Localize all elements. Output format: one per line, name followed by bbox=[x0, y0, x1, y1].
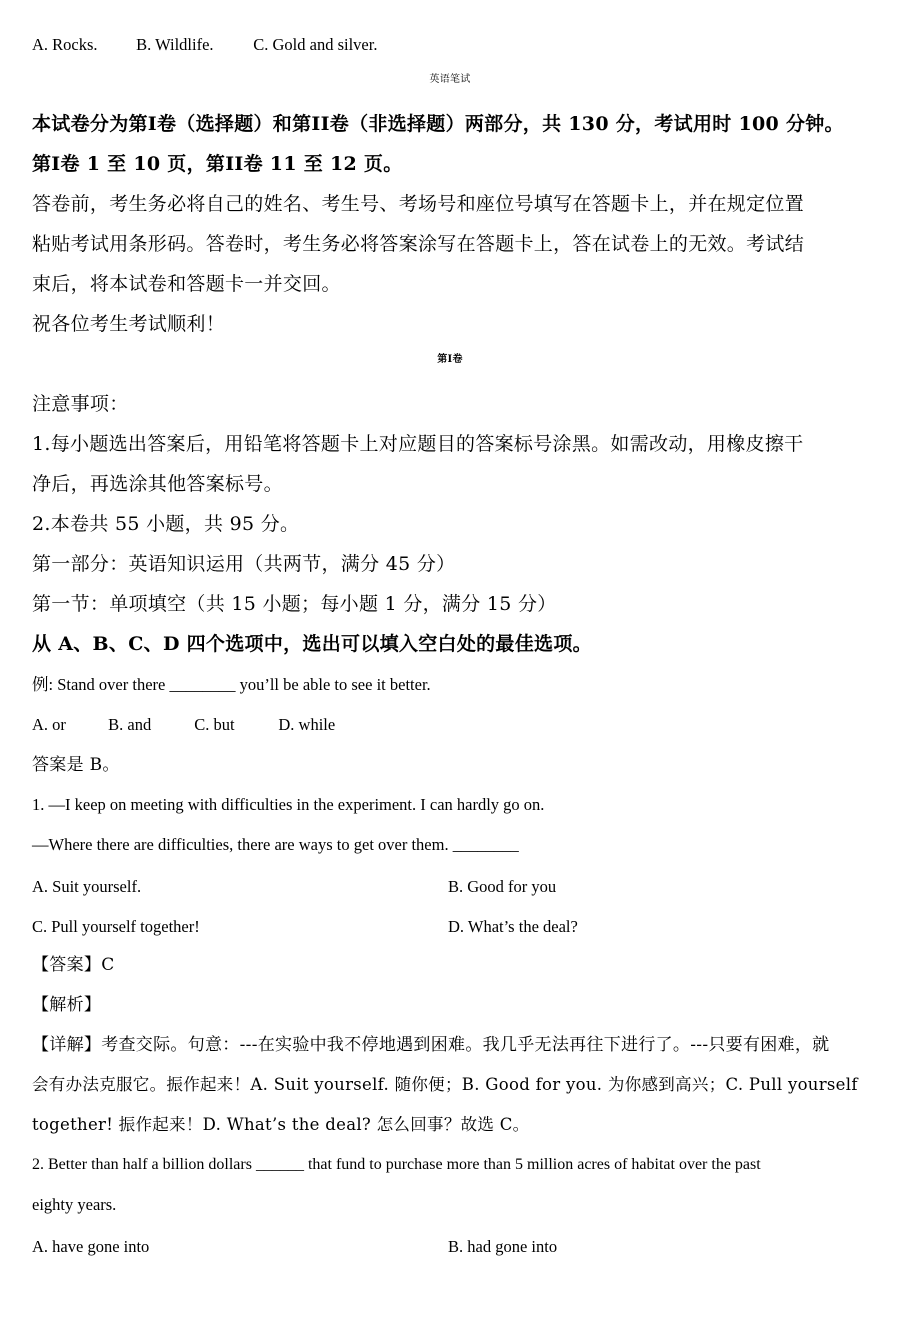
example-option-b: B. and bbox=[108, 715, 152, 734]
q2-stem-line-1: 2. Better than half a billion dollars ______ that fund to purchase more than 5 million acres of habitat over the past bbox=[32, 1156, 761, 1173]
intro-line-5: 束后，将本试卷和答题卡一并交回。 bbox=[32, 273, 341, 295]
q2-option-b: B. had gone into bbox=[448, 1237, 558, 1256]
intro-line-2: 第I卷 1 至 10 页，第II卷 11 至 12 页。 bbox=[32, 153, 403, 175]
example-answer: 答案是 B。 bbox=[32, 755, 120, 775]
instruction: 从 A、B、C、D 四个选项中，选出可以填入空白处的最佳选项。 bbox=[32, 633, 592, 655]
q1-option-a: A. Suit yourself. bbox=[32, 877, 142, 896]
q1-stem-line-2: —Where there are difficulties, there are ways to get over them. ________ bbox=[32, 835, 519, 854]
q2-option-a: A. have gone into bbox=[32, 1237, 150, 1256]
example-option-c: C. but bbox=[194, 715, 235, 734]
q1-detail-line-1: 【详解】考查交际。句意：---在实验中我不停地遇到困难。我几乎无法再往下进行了。---只要有困难，就 bbox=[32, 1035, 830, 1055]
intro-line-3: 答卷前，考生务必将自己的姓名、考生号、考场号和座位号填写在答题卡上，并在规定位置 bbox=[32, 193, 805, 215]
q1-stem-line-1: 1. —I keep on meeting with difficulties in the experiment. I can hardly go on. bbox=[32, 795, 545, 814]
q1-option-b: B. Good for you bbox=[448, 877, 557, 896]
note-item-2: 2.本卷共 55 小题，共 95 分。 bbox=[32, 513, 300, 535]
prev-option-a: A. Rocks. bbox=[32, 35, 98, 54]
q1-option-d: D. What’s the deal? bbox=[448, 917, 578, 936]
intro-line-6: 祝各位考生考试顺利！ bbox=[32, 313, 226, 335]
notes-heading: 注意事项： bbox=[32, 393, 129, 415]
q1-detail-line-2: 会有办法克服它。振作起来！A. Suit yourself. 随你便；B. Good for you. 为你感到高兴；C. Pull yourself bbox=[32, 1075, 858, 1094]
example-options-row bbox=[32, 717, 870, 734]
volume-title: 第I卷 bbox=[437, 354, 463, 365]
q1-answer: 【答案】C bbox=[32, 955, 115, 975]
prev-options-row bbox=[32, 37, 870, 54]
prev-option-b: B. Wildlife. bbox=[136, 35, 214, 54]
q1-detail-line-3: together! 振作起来！D. What’s the deal? 怎么回事？故选 C。 bbox=[32, 1115, 530, 1134]
example-option-a: A. or bbox=[32, 715, 66, 734]
part-1-heading: 第一部分：英语知识运用（共两节，满分 45 分） bbox=[32, 553, 456, 575]
note-item-1-line-2: 净后，再选涂其他答案标号。 bbox=[32, 473, 283, 495]
intro-line-4: 粘贴考试用条形码。答卷时，考生务必将答案涂写在答题卡上，答在试卷上的无效。考试结 bbox=[32, 233, 805, 255]
q1-option-c: C. Pull yourself together! bbox=[32, 917, 200, 936]
intro-line-1: 本试卷分为第I卷（选择题）和第II卷（非选择题）两部分，共 130 分，考试用时 100 分钟。 bbox=[32, 113, 844, 135]
section-title: 英语笔试 bbox=[429, 74, 471, 85]
section-1-heading: 第一节：单项填空（共 15 小题；每小题 1 分，满分 15 分） bbox=[32, 593, 557, 615]
note-item-1-line-1: 1.每小题选出答案后，用铅笔将答题卡上对应题目的答案标号涂黑。如需改动，用橡皮擦干 bbox=[32, 433, 804, 455]
example-option-d: D. while bbox=[278, 715, 336, 734]
q2-stem-line-2: eighty years. bbox=[32, 1195, 117, 1214]
prev-option-c: C. Gold and silver. bbox=[253, 35, 378, 54]
q1-analysis-label: 【解析】 bbox=[32, 995, 102, 1015]
example-stem: 例: Stand over there ________ you’ll be able to see it better. bbox=[32, 675, 431, 694]
